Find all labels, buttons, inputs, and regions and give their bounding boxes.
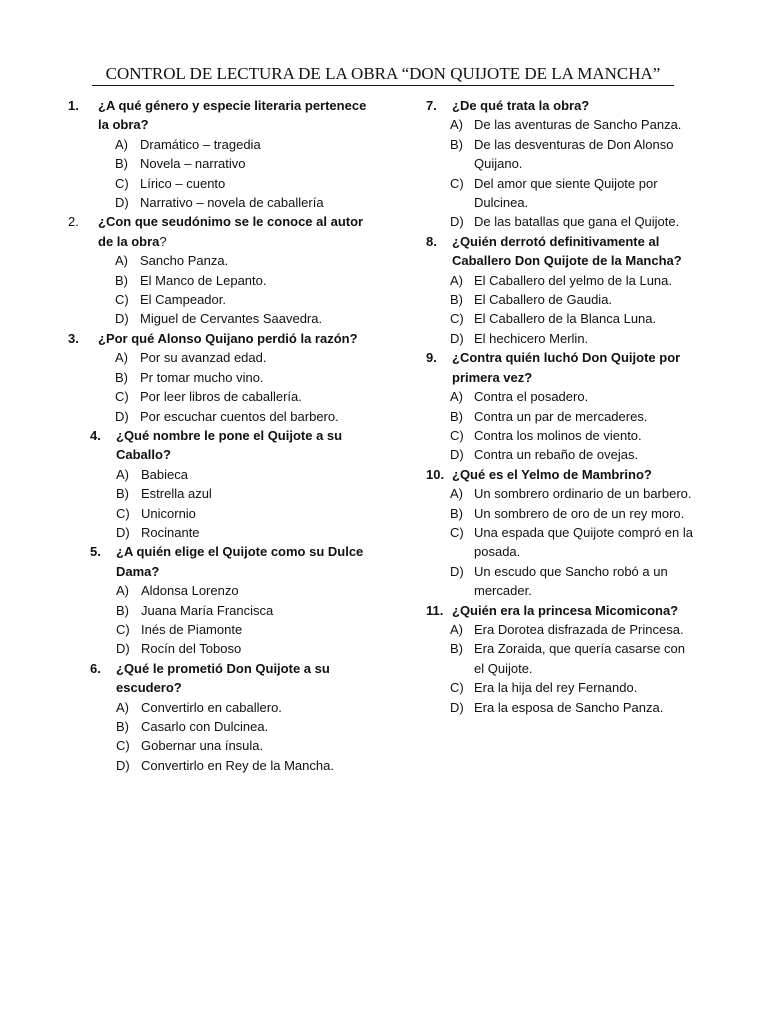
option-label: B): [450, 408, 463, 424]
answer-option: [116, 484, 368, 503]
question-heading: [68, 212, 368, 251]
answer-option: [115, 309, 368, 328]
option-label: A): [450, 621, 463, 637]
option-label: C): [450, 524, 464, 540]
answer-option: [450, 620, 696, 639]
answer-option: [115, 290, 368, 309]
question-number: 5.: [90, 544, 101, 560]
question-text: [452, 601, 696, 620]
answer-option: [450, 115, 696, 134]
answer-options: [450, 271, 696, 349]
option-text: Estrella azul: [141, 486, 212, 502]
answer-option: [115, 407, 368, 426]
answer-option: [450, 445, 696, 464]
answer-option: [115, 135, 368, 154]
option-text: Novela – narrativo: [140, 156, 246, 172]
question-item: [68, 329, 368, 426]
option-text: Inés de Piamonte: [141, 621, 243, 637]
option-text: Lírico – cuento: [140, 175, 226, 191]
answer-option: [450, 484, 696, 503]
answer-option: [115, 348, 368, 367]
question-heading: [426, 348, 696, 387]
question-number: 7.: [426, 98, 437, 113]
question-text: [98, 96, 368, 135]
question-text-main: ¿Qué es el Yelmo de Mambrino?: [452, 466, 652, 482]
option-text: Por su avanzad edad.: [140, 350, 267, 366]
option-text: Gobernar una ínsula.: [141, 738, 264, 754]
option-label: B): [116, 719, 129, 734]
answer-option: [116, 698, 368, 717]
option-label: B): [450, 641, 463, 657]
option-text: De las desventuras de Don Alonso Quijano.: [474, 136, 674, 172]
question-text-main: ¿Por qué Alonso Quijano perdió la razón?: [98, 330, 358, 346]
option-text: Era Zoraida, que quería casarse con el Quijote.: [474, 641, 686, 676]
option-label: C): [116, 621, 130, 637]
answer-option: [116, 601, 368, 620]
question-number: 8.: [426, 233, 437, 249]
answer-option: [116, 504, 368, 523]
answer-option: [115, 387, 368, 406]
question-item: [426, 232, 696, 348]
option-text: Era Dorotea disfrazada de Princesa.: [474, 621, 684, 637]
option-text: El Caballero de la Blanca Luna.: [474, 311, 657, 327]
option-text: Juana María Francisca: [141, 602, 274, 618]
answer-option: [115, 271, 368, 290]
option-text: Contra un rebaño de ovejas.: [474, 447, 639, 463]
question-heading: [90, 659, 368, 698]
option-label: C): [115, 175, 129, 191]
question-item: [90, 426, 368, 542]
answer-option: [450, 174, 696, 213]
option-text: Convertirlo en Rey de la Mancha.: [141, 757, 334, 773]
question-text-main: ¿A quién elige el Quijote como su Dulce Dama?: [116, 544, 364, 579]
option-label: B): [450, 292, 463, 308]
question-heading: [68, 329, 368, 348]
option-label: A): [115, 253, 128, 269]
question-text-main: ¿Contra quién luchó Don Quijote por primera vez?: [452, 350, 681, 385]
option-label: D): [116, 524, 130, 540]
right-question-column: [426, 96, 696, 717]
answer-option: [450, 387, 696, 406]
option-label: A): [116, 466, 129, 482]
answer-options: [450, 387, 696, 465]
question-item: [426, 465, 696, 601]
answer-option: [450, 290, 696, 309]
option-text: Rocinante: [141, 524, 200, 540]
question-text: [452, 96, 696, 115]
question-text: [98, 329, 368, 348]
option-label: B): [116, 602, 129, 618]
option-text: Pr tomar mucho vino.: [140, 369, 264, 385]
answer-option: [116, 717, 368, 736]
question-text-tail: ?: [159, 233, 167, 249]
question-heading: [426, 601, 696, 620]
option-text: Del amor que siente Quijote por Dulcinea.: [474, 175, 658, 211]
answer-options: [115, 348, 368, 426]
option-text: Una espada que Quijote compró en la posada.: [474, 524, 693, 560]
option-text: De las batallas que gana el Quijote.: [474, 214, 680, 230]
option-text: Por leer libros de caballería.: [140, 389, 302, 405]
option-label: D): [115, 408, 129, 424]
answer-option: [116, 736, 368, 755]
answer-option: [450, 523, 696, 562]
option-label: B): [116, 486, 129, 502]
option-label: D): [115, 311, 129, 327]
option-label: A): [450, 117, 463, 133]
option-label: D): [450, 699, 464, 715]
option-label: D): [450, 330, 464, 346]
question-text-main: ¿Quién derrotó definitivamente al Caballero Don Quijote de la Mancha?: [452, 233, 682, 269]
question-text-main: ¿Qué le prometió Don Quijote a su escudero?: [116, 660, 330, 696]
answer-option: [450, 309, 696, 328]
answer-option: [116, 465, 368, 484]
option-text: El hechicero Merlin.: [474, 330, 589, 346]
answer-option: [450, 504, 696, 523]
answer-option: [116, 523, 368, 542]
option-label: D): [450, 214, 464, 230]
question-text: [452, 348, 696, 387]
answer-options: [116, 581, 368, 659]
answer-option: [115, 154, 368, 173]
option-text: Un sombrero de oro de un rey moro.: [474, 505, 685, 521]
option-text: El Caballero del yelmo de la Luna.: [474, 272, 673, 288]
question-item: [426, 601, 696, 717]
option-text: Miguel de Cervantes Saavedra.: [140, 311, 323, 327]
question-number: 9.: [426, 350, 437, 366]
option-text: Narrativo – novela de caballería: [140, 195, 324, 211]
option-label: C): [450, 427, 464, 443]
option-text: Contra un par de mercaderes.: [474, 408, 648, 424]
answer-options: [450, 115, 696, 231]
answer-option: [450, 698, 696, 717]
question-number: 2.: [68, 214, 79, 230]
question-text: [116, 659, 368, 698]
question-item: [90, 659, 368, 775]
option-label: C): [116, 505, 130, 521]
option-label: C): [115, 292, 129, 308]
answer-option: [116, 756, 368, 775]
option-label: D): [115, 195, 129, 211]
answer-options: [116, 698, 368, 776]
option-text: Unicornio: [141, 505, 196, 521]
question-item: [426, 348, 696, 464]
left-question-column: [68, 96, 368, 775]
answer-options: [450, 620, 696, 717]
question-heading: [426, 96, 696, 115]
answer-option: [450, 407, 696, 426]
answer-option: [450, 135, 696, 174]
question-number: 6.: [90, 660, 101, 676]
question-text-main: ¿Quién era la princesa Micomicona?: [452, 602, 679, 618]
option-text: El Manco de Lepanto.: [140, 272, 267, 288]
option-label: A): [450, 272, 463, 288]
option-label: B): [450, 136, 463, 152]
option-label: A): [116, 699, 129, 715]
question-item: [426, 96, 696, 232]
answer-option: [450, 426, 696, 445]
option-label: B): [115, 156, 128, 172]
option-text: El Caballero de Gaudia.: [474, 292, 613, 308]
option-label: C): [116, 738, 130, 754]
answer-option: [450, 212, 696, 231]
question-text-main: ¿Con que seudónimo se le conoce al autor de la obra: [98, 214, 364, 249]
option-text: Rocín del Toboso: [141, 641, 242, 657]
question-heading: [426, 465, 696, 484]
question-number: 10.: [426, 466, 445, 482]
option-label: A): [115, 350, 128, 366]
question-item: [68, 212, 368, 328]
option-label: D): [450, 563, 464, 579]
question-text: [116, 426, 368, 465]
answer-option: [116, 639, 368, 658]
answer-option: [450, 329, 696, 348]
option-text: Babieca: [141, 466, 188, 482]
option-label: A): [115, 136, 128, 152]
option-label: C): [450, 311, 464, 327]
question-number: 3.: [68, 330, 79, 346]
question-number: 1.: [68, 98, 79, 113]
question-text-main: ¿De qué trata la obra?: [452, 98, 590, 113]
question-heading: [90, 426, 368, 465]
answer-option: [116, 581, 368, 600]
option-label: C): [450, 680, 464, 696]
question-item: [90, 542, 368, 658]
option-text: Contra el posadero.: [474, 389, 589, 405]
option-text: Sancho Panza.: [140, 253, 229, 269]
question-text-main: ¿Qué nombre le pone el Quijote a su Caballo?: [116, 427, 343, 463]
answer-options: [115, 251, 368, 329]
option-text: El Campeador.: [140, 292, 226, 308]
question-heading: [90, 542, 368, 581]
question-text: [98, 212, 368, 251]
option-label: A): [450, 389, 463, 405]
option-label: B): [115, 369, 128, 385]
option-text: Casarlo con Dulcinea.: [141, 719, 269, 734]
option-label: C): [450, 175, 464, 191]
question-item: [68, 96, 368, 212]
option-text: Un sombrero ordinario de un barbero.: [474, 486, 692, 502]
option-label: D): [116, 757, 130, 773]
option-text: Dramático – tragedia: [140, 136, 261, 152]
answer-options: [116, 465, 368, 543]
option-label: A): [116, 583, 129, 599]
answer-option: [115, 368, 368, 387]
option-label: C): [115, 389, 129, 405]
answer-option: [450, 678, 696, 697]
option-label: B): [450, 505, 463, 521]
answer-option: [450, 639, 696, 678]
option-text: Era la hija del rey Fernando.: [474, 680, 638, 696]
question-text: [116, 542, 368, 581]
answer-options: [450, 484, 696, 600]
option-text: Por escuchar cuentos del barbero.: [140, 408, 339, 424]
answer-option: [116, 620, 368, 639]
option-text: De las aventuras de Sancho Panza.: [474, 117, 682, 133]
question-text: [452, 465, 696, 484]
answer-option: [115, 251, 368, 270]
option-label: D): [450, 447, 464, 463]
option-label: B): [115, 272, 128, 288]
answer-option: [115, 193, 368, 212]
option-label: A): [450, 486, 463, 502]
option-label: D): [116, 641, 130, 657]
question-text-main: ¿A qué género y especie literaria pertenece la obra?: [98, 98, 367, 133]
question-heading: [68, 96, 368, 135]
question-text: [452, 232, 696, 271]
question-number: 4.: [90, 427, 101, 443]
answer-options: [115, 135, 368, 213]
option-text: Aldonsa Lorenzo: [141, 583, 239, 599]
option-text: Era la esposa de Sancho Panza.: [474, 699, 664, 715]
question-number: 11.: [426, 602, 444, 618]
answer-option: [115, 174, 368, 193]
option-text: Un escudo que Sancho robó a un mercader.: [474, 563, 668, 599]
question-heading: [426, 232, 696, 271]
answer-option: [450, 562, 696, 601]
option-text: Contra los molinos de viento.: [474, 427, 642, 443]
page-title: CONTROL DE LECTURA DE LA OBRA “DON QUIJOTE DE LA MANCHA”: [92, 64, 674, 86]
option-text: Convertirlo en caballero.: [141, 699, 282, 715]
answer-option: [450, 271, 696, 290]
